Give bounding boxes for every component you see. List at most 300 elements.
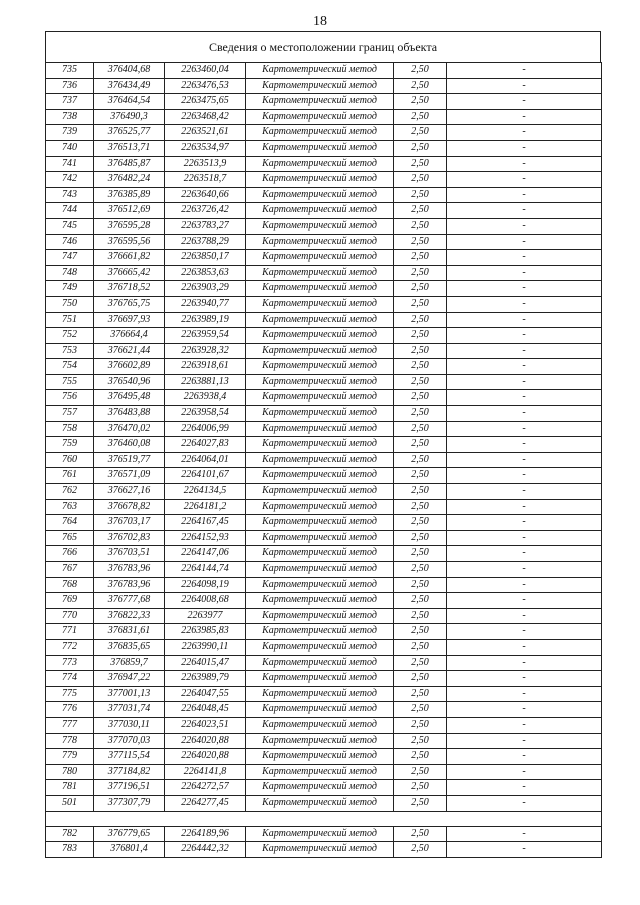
x-coordinate-cell: 376702,83 bbox=[94, 530, 165, 546]
x-coordinate-cell: 376482,24 bbox=[94, 172, 165, 188]
y-coordinate-cell: 2263959,54 bbox=[165, 328, 246, 344]
note-cell: - bbox=[447, 795, 602, 811]
y-coordinate-cell: 2264023,51 bbox=[165, 717, 246, 733]
y-coordinate-cell: 2263468,42 bbox=[165, 109, 246, 125]
y-coordinate-cell: 2264272,57 bbox=[165, 780, 246, 796]
x-coordinate-cell: 377184,82 bbox=[94, 764, 165, 780]
point-number-cell: 776 bbox=[46, 702, 94, 718]
method-cell: Картометрический метод bbox=[246, 265, 394, 281]
y-coordinate-cell: 2264134,5 bbox=[165, 484, 246, 500]
table-row bbox=[46, 250, 602, 266]
y-coordinate-cell: 2263521,61 bbox=[165, 125, 246, 141]
table-row bbox=[46, 359, 602, 375]
table-row bbox=[46, 530, 602, 546]
y-coordinate-cell: 2263985,83 bbox=[165, 624, 246, 640]
x-coordinate-cell: 376571,09 bbox=[94, 468, 165, 484]
table-row bbox=[46, 452, 602, 468]
x-coordinate-cell: 377030,11 bbox=[94, 717, 165, 733]
point-number-cell: 766 bbox=[46, 546, 94, 562]
note-cell: - bbox=[447, 624, 602, 640]
gap-cell bbox=[46, 811, 602, 826]
x-coordinate-cell: 376525,77 bbox=[94, 125, 165, 141]
x-coordinate-cell: 376483,88 bbox=[94, 406, 165, 422]
point-number-cell: 770 bbox=[46, 608, 94, 624]
method-cell: Картометрический метод bbox=[246, 452, 394, 468]
table-row bbox=[46, 608, 602, 624]
x-coordinate-cell: 376513,71 bbox=[94, 140, 165, 156]
y-coordinate-cell: 2264141,8 bbox=[165, 764, 246, 780]
note-cell: - bbox=[447, 749, 602, 765]
method-cell: Картометрический метод bbox=[246, 484, 394, 500]
point-number-cell: 759 bbox=[46, 437, 94, 453]
method-cell: Картометрический метод bbox=[246, 281, 394, 297]
point-number-cell: 747 bbox=[46, 250, 94, 266]
table-row bbox=[46, 234, 602, 250]
x-coordinate-cell: 376777,68 bbox=[94, 593, 165, 609]
y-coordinate-cell: 2264047,55 bbox=[165, 686, 246, 702]
table-row bbox=[46, 187, 602, 203]
precision-cell: 2,50 bbox=[394, 125, 447, 141]
note-cell: - bbox=[447, 437, 602, 453]
y-coordinate-cell: 2264152,93 bbox=[165, 530, 246, 546]
precision-cell: 2,50 bbox=[394, 624, 447, 640]
note-cell: - bbox=[447, 281, 602, 297]
method-cell: Картометрический метод bbox=[246, 608, 394, 624]
note-cell: - bbox=[447, 328, 602, 344]
table-row bbox=[46, 795, 602, 811]
method-cell: Картометрический метод bbox=[246, 63, 394, 79]
point-number-cell: 757 bbox=[46, 406, 94, 422]
point-number-cell: 779 bbox=[46, 749, 94, 765]
table-row bbox=[46, 437, 602, 453]
note-cell: - bbox=[447, 452, 602, 468]
note-cell: - bbox=[447, 218, 602, 234]
table-row bbox=[46, 78, 602, 94]
table-row bbox=[46, 515, 602, 531]
table-row bbox=[46, 140, 602, 156]
table-row bbox=[46, 374, 602, 390]
x-coordinate-cell: 377001,13 bbox=[94, 686, 165, 702]
precision-cell: 2,50 bbox=[394, 374, 447, 390]
point-number-cell: 744 bbox=[46, 203, 94, 219]
point-number-cell: 771 bbox=[46, 624, 94, 640]
table-row bbox=[46, 343, 602, 359]
method-cell: Картометрический метод bbox=[246, 702, 394, 718]
table-row bbox=[46, 733, 602, 749]
table-row bbox=[46, 203, 602, 219]
note-cell: - bbox=[447, 234, 602, 250]
note-cell: - bbox=[447, 359, 602, 375]
method-cell: Картометрический метод bbox=[246, 312, 394, 328]
note-cell: - bbox=[447, 593, 602, 609]
point-number-cell: 754 bbox=[46, 359, 94, 375]
note-cell: - bbox=[447, 608, 602, 624]
table-row bbox=[46, 671, 602, 687]
method-cell: Картометрический метод bbox=[246, 203, 394, 219]
x-coordinate-cell: 376661,82 bbox=[94, 250, 165, 266]
x-coordinate-cell: 376434,49 bbox=[94, 78, 165, 94]
table-row bbox=[46, 624, 602, 640]
method-cell: Картометрический метод bbox=[246, 624, 394, 640]
method-cell: Картометрический метод bbox=[246, 218, 394, 234]
note-cell: - bbox=[447, 390, 602, 406]
y-coordinate-cell: 2263918,61 bbox=[165, 359, 246, 375]
y-coordinate-cell: 2263938,4 bbox=[165, 390, 246, 406]
precision-cell: 2,50 bbox=[394, 203, 447, 219]
precision-cell: 2,50 bbox=[394, 702, 447, 718]
method-cell: Картометрический метод bbox=[246, 437, 394, 453]
x-coordinate-cell: 376859,7 bbox=[94, 655, 165, 671]
table-row bbox=[46, 63, 602, 79]
precision-cell: 2,50 bbox=[394, 421, 447, 437]
x-coordinate-cell: 376765,75 bbox=[94, 296, 165, 312]
table-row bbox=[46, 390, 602, 406]
note-cell: - bbox=[447, 733, 602, 749]
table-row bbox=[46, 156, 602, 172]
y-coordinate-cell: 2263460,04 bbox=[165, 63, 246, 79]
y-coordinate-cell: 2264006,99 bbox=[165, 421, 246, 437]
table-row bbox=[46, 562, 602, 578]
point-number-cell: 749 bbox=[46, 281, 94, 297]
point-number-cell: 780 bbox=[46, 764, 94, 780]
x-coordinate-cell: 376783,96 bbox=[94, 577, 165, 593]
x-coordinate-cell: 376385,89 bbox=[94, 187, 165, 203]
table-row bbox=[46, 406, 602, 422]
note-cell: - bbox=[447, 562, 602, 578]
method-cell: Картометрический метод bbox=[246, 795, 394, 811]
x-coordinate-cell: 376595,28 bbox=[94, 218, 165, 234]
precision-cell: 2,50 bbox=[394, 671, 447, 687]
method-cell: Картометрический метод bbox=[246, 780, 394, 796]
table-row bbox=[46, 94, 602, 110]
table-row bbox=[46, 717, 602, 733]
note-cell: - bbox=[447, 343, 602, 359]
precision-cell: 2,50 bbox=[394, 686, 447, 702]
method-cell: Картометрический метод bbox=[246, 764, 394, 780]
point-number-cell: 741 bbox=[46, 156, 94, 172]
x-coordinate-cell: 376519,77 bbox=[94, 452, 165, 468]
precision-cell: 2,50 bbox=[394, 343, 447, 359]
precision-cell: 2,50 bbox=[394, 109, 447, 125]
y-coordinate-cell: 2263788,29 bbox=[165, 234, 246, 250]
note-cell: - bbox=[447, 94, 602, 110]
point-number-cell: 742 bbox=[46, 172, 94, 188]
method-cell: Картометрический метод bbox=[246, 593, 394, 609]
point-number-cell: 773 bbox=[46, 655, 94, 671]
precision-cell: 2,50 bbox=[394, 265, 447, 281]
method-cell: Картометрический метод bbox=[246, 390, 394, 406]
y-coordinate-cell: 2264020,88 bbox=[165, 749, 246, 765]
precision-cell: 2,50 bbox=[394, 515, 447, 531]
x-coordinate-cell: 376779,65 bbox=[94, 826, 165, 842]
method-cell: Картометрический метод bbox=[246, 655, 394, 671]
point-number-cell: 751 bbox=[46, 312, 94, 328]
method-cell: Картометрический метод bbox=[246, 842, 394, 858]
point-number-cell: 748 bbox=[46, 265, 94, 281]
note-cell: - bbox=[447, 250, 602, 266]
table-gap-row bbox=[46, 811, 602, 826]
x-coordinate-cell: 376801,4 bbox=[94, 842, 165, 858]
method-cell: Картометрический метод bbox=[246, 826, 394, 842]
method-cell: Картометрический метод bbox=[246, 234, 394, 250]
note-cell: - bbox=[447, 406, 602, 422]
y-coordinate-cell: 2264277,45 bbox=[165, 795, 246, 811]
precision-cell: 2,50 bbox=[394, 437, 447, 453]
note-cell: - bbox=[447, 546, 602, 562]
y-coordinate-cell: 2263518,7 bbox=[165, 172, 246, 188]
y-coordinate-cell: 2264167,45 bbox=[165, 515, 246, 531]
x-coordinate-cell: 377115,54 bbox=[94, 749, 165, 765]
method-cell: Картометрический метод bbox=[246, 296, 394, 312]
y-coordinate-cell: 2263850,17 bbox=[165, 250, 246, 266]
x-coordinate-cell: 376947,22 bbox=[94, 671, 165, 687]
table-row bbox=[46, 125, 602, 141]
precision-cell: 2,50 bbox=[394, 717, 447, 733]
point-number-cell: 783 bbox=[46, 842, 94, 858]
method-cell: Картометрический метод bbox=[246, 156, 394, 172]
precision-cell: 2,50 bbox=[394, 296, 447, 312]
table-row bbox=[46, 639, 602, 655]
x-coordinate-cell: 376703,17 bbox=[94, 515, 165, 531]
precision-cell: 2,50 bbox=[394, 218, 447, 234]
table-row bbox=[46, 499, 602, 515]
point-number-cell: 753 bbox=[46, 343, 94, 359]
table-row bbox=[46, 686, 602, 702]
precision-cell: 2,50 bbox=[394, 749, 447, 765]
x-coordinate-cell: 376703,51 bbox=[94, 546, 165, 562]
point-number-cell: 775 bbox=[46, 686, 94, 702]
point-number-cell: 764 bbox=[46, 515, 94, 531]
point-number-cell: 755 bbox=[46, 374, 94, 390]
note-cell: - bbox=[447, 203, 602, 219]
note-cell: - bbox=[447, 484, 602, 500]
precision-cell: 2,50 bbox=[394, 593, 447, 609]
precision-cell: 2,50 bbox=[394, 172, 447, 188]
table-row bbox=[46, 468, 602, 484]
y-coordinate-cell: 2264020,88 bbox=[165, 733, 246, 749]
table-row bbox=[46, 172, 602, 188]
method-cell: Картометрический метод bbox=[246, 530, 394, 546]
precision-cell: 2,50 bbox=[394, 530, 447, 546]
point-number-cell: 774 bbox=[46, 671, 94, 687]
y-coordinate-cell: 2264144,74 bbox=[165, 562, 246, 578]
note-cell: - bbox=[447, 172, 602, 188]
table-row bbox=[46, 265, 602, 281]
table-row bbox=[46, 577, 602, 593]
method-cell: Картометрический метод bbox=[246, 374, 394, 390]
note-cell: - bbox=[447, 686, 602, 702]
method-cell: Картометрический метод bbox=[246, 577, 394, 593]
x-coordinate-cell: 376822,33 bbox=[94, 608, 165, 624]
point-number-cell: 746 bbox=[46, 234, 94, 250]
note-cell: - bbox=[447, 187, 602, 203]
y-coordinate-cell: 2263881,13 bbox=[165, 374, 246, 390]
precision-cell: 2,50 bbox=[394, 359, 447, 375]
table-row bbox=[46, 546, 602, 562]
point-number-cell: 778 bbox=[46, 733, 94, 749]
y-coordinate-cell: 2263958,54 bbox=[165, 406, 246, 422]
y-coordinate-cell: 2263476,53 bbox=[165, 78, 246, 94]
x-coordinate-cell: 376664,4 bbox=[94, 328, 165, 344]
note-cell: - bbox=[447, 671, 602, 687]
precision-cell: 2,50 bbox=[394, 78, 447, 94]
method-cell: Картометрический метод bbox=[246, 515, 394, 531]
y-coordinate-cell: 2263726,42 bbox=[165, 203, 246, 219]
precision-cell: 2,50 bbox=[394, 639, 447, 655]
note-cell: - bbox=[447, 515, 602, 531]
note-cell: - bbox=[447, 78, 602, 94]
x-coordinate-cell: 376495,48 bbox=[94, 390, 165, 406]
y-coordinate-cell: 2263783,27 bbox=[165, 218, 246, 234]
table-row bbox=[46, 109, 602, 125]
x-coordinate-cell: 376595,56 bbox=[94, 234, 165, 250]
x-coordinate-cell: 376835,65 bbox=[94, 639, 165, 655]
y-coordinate-cell: 2263977 bbox=[165, 608, 246, 624]
point-number-cell: 752 bbox=[46, 328, 94, 344]
method-cell: Картометрический метод bbox=[246, 109, 394, 125]
y-coordinate-cell: 2264442,32 bbox=[165, 842, 246, 858]
precision-cell: 2,50 bbox=[394, 780, 447, 796]
point-number-cell: 740 bbox=[46, 140, 94, 156]
method-cell: Картометрический метод bbox=[246, 359, 394, 375]
note-cell: - bbox=[447, 780, 602, 796]
method-cell: Картометрический метод bbox=[246, 125, 394, 141]
x-coordinate-cell: 376490,3 bbox=[94, 109, 165, 125]
method-cell: Картометрический метод bbox=[246, 562, 394, 578]
precision-cell: 2,50 bbox=[394, 826, 447, 842]
y-coordinate-cell: 2263928,32 bbox=[165, 343, 246, 359]
point-number-cell: 736 bbox=[46, 78, 94, 94]
x-coordinate-cell: 376464,54 bbox=[94, 94, 165, 110]
note-cell: - bbox=[447, 717, 602, 733]
point-number-cell: 769 bbox=[46, 593, 94, 609]
y-coordinate-cell: 2263903,29 bbox=[165, 281, 246, 297]
note-cell: - bbox=[447, 265, 602, 281]
point-number-cell: 756 bbox=[46, 390, 94, 406]
y-coordinate-cell: 2264048,45 bbox=[165, 702, 246, 718]
precision-cell: 2,50 bbox=[394, 655, 447, 671]
table-row bbox=[46, 826, 602, 842]
point-number-cell: 762 bbox=[46, 484, 94, 500]
note-cell: - bbox=[447, 421, 602, 437]
note-cell: - bbox=[447, 156, 602, 172]
x-coordinate-cell: 376460,08 bbox=[94, 437, 165, 453]
x-coordinate-cell: 377070,03 bbox=[94, 733, 165, 749]
page-number: 18 bbox=[313, 14, 327, 29]
point-number-cell: 765 bbox=[46, 530, 94, 546]
precision-cell: 2,50 bbox=[394, 187, 447, 203]
x-coordinate-cell: 377196,51 bbox=[94, 780, 165, 796]
method-cell: Картометрический метод bbox=[246, 686, 394, 702]
point-number-cell: 739 bbox=[46, 125, 94, 141]
method-cell: Картометрический метод bbox=[246, 749, 394, 765]
precision-cell: 2,50 bbox=[394, 94, 447, 110]
x-coordinate-cell: 376602,89 bbox=[94, 359, 165, 375]
note-cell: - bbox=[447, 63, 602, 79]
note-cell: - bbox=[447, 468, 602, 484]
y-coordinate-cell: 2264147,06 bbox=[165, 546, 246, 562]
point-number-cell: 745 bbox=[46, 218, 94, 234]
y-coordinate-cell: 2263475,65 bbox=[165, 94, 246, 110]
precision-cell: 2,50 bbox=[394, 281, 447, 297]
note-cell: - bbox=[447, 499, 602, 515]
point-number-cell: 782 bbox=[46, 826, 94, 842]
precision-cell: 2,50 bbox=[394, 577, 447, 593]
point-number-cell: 767 bbox=[46, 562, 94, 578]
note-cell: - bbox=[447, 530, 602, 546]
x-coordinate-cell: 376485,87 bbox=[94, 156, 165, 172]
method-cell: Картометрический метод bbox=[246, 671, 394, 687]
precision-cell: 2,50 bbox=[394, 484, 447, 500]
table-row bbox=[46, 842, 602, 858]
point-number-cell: 763 bbox=[46, 499, 94, 515]
precision-cell: 2,50 bbox=[394, 764, 447, 780]
method-cell: Картометрический метод bbox=[246, 140, 394, 156]
table-row bbox=[46, 218, 602, 234]
precision-cell: 2,50 bbox=[394, 406, 447, 422]
point-number-cell: 781 bbox=[46, 780, 94, 796]
point-number-cell: 501 bbox=[46, 795, 94, 811]
note-cell: - bbox=[447, 702, 602, 718]
precision-cell: 2,50 bbox=[394, 250, 447, 266]
point-number-cell: 737 bbox=[46, 94, 94, 110]
precision-cell: 2,50 bbox=[394, 795, 447, 811]
x-coordinate-cell: 376678,82 bbox=[94, 499, 165, 515]
method-cell: Картометрический метод bbox=[246, 172, 394, 188]
method-cell: Картометрический метод bbox=[246, 187, 394, 203]
precision-cell: 2,50 bbox=[394, 390, 447, 406]
precision-cell: 2,50 bbox=[394, 608, 447, 624]
table-row bbox=[46, 281, 602, 297]
point-number-cell: 750 bbox=[46, 296, 94, 312]
precision-cell: 2,50 bbox=[394, 499, 447, 515]
x-coordinate-cell: 377031,74 bbox=[94, 702, 165, 718]
y-coordinate-cell: 2264064,01 bbox=[165, 452, 246, 468]
x-coordinate-cell: 376697,93 bbox=[94, 312, 165, 328]
method-cell: Картометрический метод bbox=[246, 733, 394, 749]
method-cell: Картометрический метод bbox=[246, 639, 394, 655]
table-row bbox=[46, 702, 602, 718]
method-cell: Картометрический метод bbox=[246, 328, 394, 344]
x-coordinate-cell: 376540,96 bbox=[94, 374, 165, 390]
method-cell: Картометрический метод bbox=[246, 421, 394, 437]
note-cell: - bbox=[447, 140, 602, 156]
note-cell: - bbox=[447, 842, 602, 858]
note-cell: - bbox=[447, 109, 602, 125]
precision-cell: 2,50 bbox=[394, 562, 447, 578]
x-coordinate-cell: 376627,16 bbox=[94, 484, 165, 500]
note-cell: - bbox=[447, 577, 602, 593]
y-coordinate-cell: 2263640,66 bbox=[165, 187, 246, 203]
note-cell: - bbox=[447, 296, 602, 312]
point-number-cell: 758 bbox=[46, 421, 94, 437]
table-row bbox=[46, 749, 602, 765]
x-coordinate-cell: 376718,52 bbox=[94, 281, 165, 297]
y-coordinate-cell: 2263513,9 bbox=[165, 156, 246, 172]
point-number-cell: 738 bbox=[46, 109, 94, 125]
table-row bbox=[46, 780, 602, 796]
precision-cell: 2,50 bbox=[394, 468, 447, 484]
method-cell: Картометрический метод bbox=[246, 343, 394, 359]
table-row bbox=[46, 655, 602, 671]
note-cell: - bbox=[447, 655, 602, 671]
y-coordinate-cell: 2263853,63 bbox=[165, 265, 246, 281]
method-cell: Картометрический метод bbox=[246, 78, 394, 94]
y-coordinate-cell: 2264008,68 bbox=[165, 593, 246, 609]
note-cell: - bbox=[447, 639, 602, 655]
precision-cell: 2,50 bbox=[394, 842, 447, 858]
note-cell: - bbox=[447, 125, 602, 141]
